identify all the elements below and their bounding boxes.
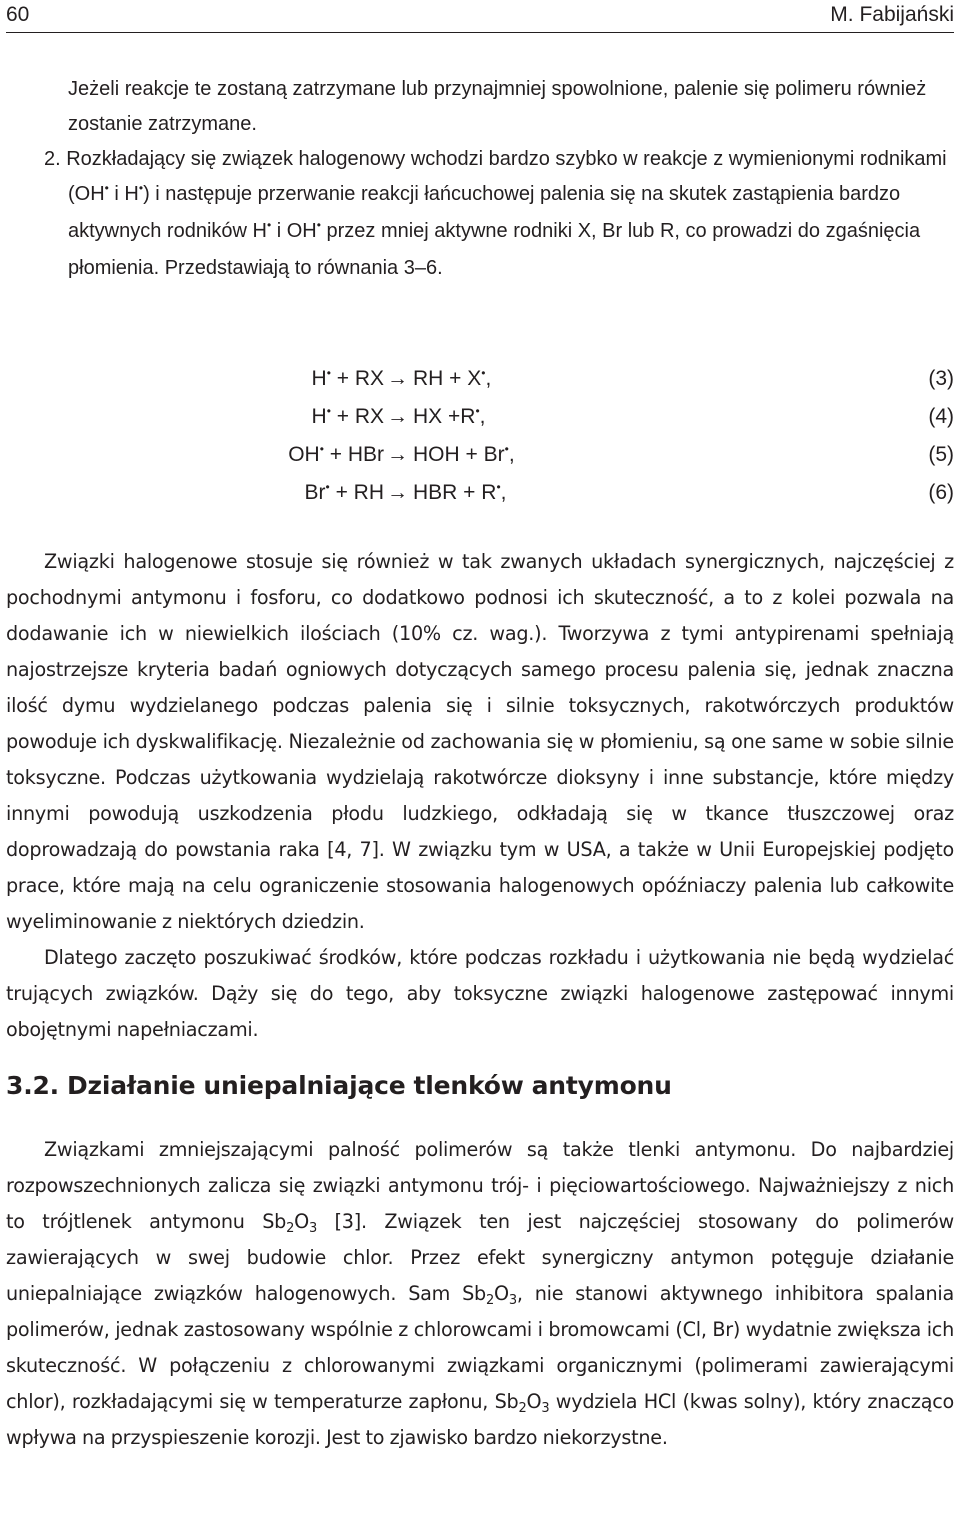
running-head-author: M. Fabijański bbox=[830, 3, 954, 26]
list-item-2: 2. Rozkładający się związek halogenowy wchodzi bardzo szybko w reakcje z wymienionymi rodnikami (OH• i H•) i następuje przerwanie reakcji łańcuchowej palenia się na skutek zastąpienia bardzo aktywnych rodników H• i OH• przez mniej aktywne rodniki X, Br lub R, co prowadzi do zgaśnięcia płomienia. Przedstawiają to równania 3–6. bbox=[44, 148, 947, 279]
paragraph-halogen-synergy: Związki halogenowe stosuje się również w tak zwanych układach synergicznych, najczęściej z pochodnymi antymonu i fosforu, co dodatkowo podnosi ich skuteczność, a to z kolei pozwala na dodawanie ich w niewielkich ilościach (10% cz. wag.). Tworzywa z tymi antypirenami spełniają najostrzejsze kryteria badań ogniowych dotyczących samego procesu palenia się, jednak znaczna ilość dymu wydzielanego podczas palenia się i silnie toksycznych, rakotwórczych produktów powoduje ich dyskwalifikację. Niezależnie od zachowania się w płomieniu, są one same w sobie silnie toksyczne. Podczas użytkowania wydzielają rakotwórcze dioksyny i inne substancje, które między innymi powodują uszkodzenia płodu ludzkiego, odkładają się w tkance tłuszczowej oraz doprowadzają do powstania raka [4, 7]. W związku tym w USA, a także w Unii Europejskiej podjęto prace, które mają na celu ograniczenie stosowania halogenowych opóźniaczy palenia lub całkowite wyeliminowanie z niektórych dziedzin. bbox=[6, 550, 954, 933]
arrow-icon: → bbox=[387, 481, 408, 504]
page-number: 60 bbox=[6, 3, 30, 26]
equation-number: (5) bbox=[928, 443, 954, 466]
equation-4 bbox=[0, 398, 954, 436]
radical-dot: • bbox=[266, 218, 272, 232]
equations-block bbox=[0, 360, 954, 512]
arrow-icon: → bbox=[387, 367, 408, 390]
equation-rhs: HOH + Br•, bbox=[413, 442, 515, 466]
paragraph-alternatives: Dlatego zaczęto poszukiwać środków, które podczas rozkładu i użytkowania nie będą wydzielać trujących związków. Dąży się do tego, aby toksyczne związki halogenowe zastępować innymi obojętnymi napełniaczami. bbox=[6, 946, 954, 1041]
body-text bbox=[6, 544, 954, 1456]
equation-5 bbox=[0, 436, 954, 474]
equation-lhs: H• + RX bbox=[311, 404, 384, 428]
equation-6 bbox=[0, 474, 954, 512]
section-heading: 3.2. Działanie uniepalniające tlenków antymonu bbox=[6, 1071, 672, 1100]
list-item-1-continuation: Jeżeli reakcje te zostaną zatrzymane lub przynajmniej spowolnione, palenie się polimeru również zostanie zatrzymane. bbox=[68, 78, 927, 135]
radical-dot: • bbox=[138, 181, 144, 195]
equation-rhs: HX +R•, bbox=[413, 404, 486, 428]
arrow-icon: → bbox=[387, 443, 408, 466]
equation-rhs: HBR + R•, bbox=[413, 480, 507, 504]
radical-dot: • bbox=[104, 181, 109, 195]
equation-rhs: RH + X•, bbox=[413, 366, 492, 390]
page-header bbox=[6, 2, 954, 33]
arrow-icon: → bbox=[387, 405, 408, 428]
equation-number: (4) bbox=[928, 405, 954, 428]
numbered-list bbox=[44, 72, 952, 286]
equation-3 bbox=[0, 360, 954, 398]
radical-dot: • bbox=[316, 218, 321, 232]
equation-number: (3) bbox=[928, 367, 954, 390]
paragraph-antimony-oxides: Związkami zmniejszającymi palność polimerów są także tlenki antymonu. Do najbardziej rozpowszechnionych zalicza się związki antymonu trój- i pięciowartościowego. Najważniejszy z nich to trójtlenek antymonu $Sb_2O_3$ [3]. Związek ten jest najczęściej stosowany do polimerów zawierających w swej budowie chlor. Przez efekt synergiczny antymon potęguje działanie uniepalniające związków halogenowych. Sam $Sb_2O_3$, nie stanowi aktywnego inhibitora spalania polimerów, jednak zastosowany wspólnie z chlorowcami i bromowcami (Cl, Br) wydatnie zwiększa ich skuteczność. W połączeniu z chlorowanymi związkami organicznymi (polimerami zawierającymi chlor), rozkładającymi się w temperaturze zapłonu, $Sb_2O_3$ wydziela HCl (kwas solny), który znacząco wpływa na przyspieszenie korozji. Jest to zjawisko bardzo niekorzystne. bbox=[6, 1138, 954, 1449]
equation-number: (6) bbox=[928, 481, 954, 504]
equation-lhs: Br• + RH bbox=[304, 480, 384, 504]
equation-lhs: OH• + HBr bbox=[288, 442, 384, 466]
equation-lhs: H• + RX bbox=[311, 366, 384, 390]
